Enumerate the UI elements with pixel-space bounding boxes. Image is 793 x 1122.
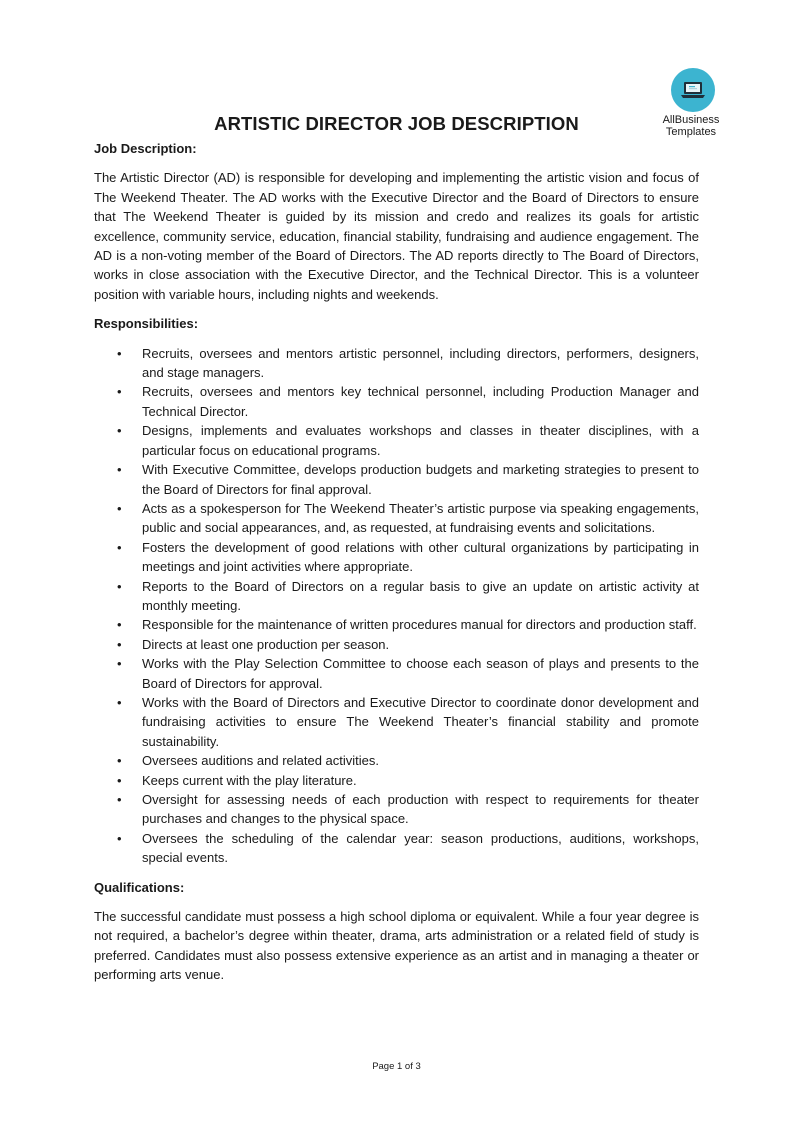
job-description-heading: Job Description: <box>94 141 197 156</box>
responsibility-text: Works with the Board of Directors and Executive Director to coordinate donor development and fundraising activities to ensure The Weekend Theater’s financial stability and promote sustainability. <box>142 694 699 749</box>
bullet-icon: • <box>117 462 122 478</box>
responsibilities-list <box>94 344 699 868</box>
bullet-icon: • <box>117 539 122 555</box>
responsibility-text: With Executive Committee, develops production budgets and marketing strategies to present to the Board of Directors for final approval. <box>142 462 699 497</box>
responsibility-item <box>94 421 699 460</box>
bullet-icon: • <box>117 345 122 361</box>
responsibility-text: Keeps current with the play literature. <box>142 772 357 788</box>
responsibility-text: Recruits, oversees and mentors key technical personnel, including Production Manager and Technical Director. <box>142 384 699 419</box>
responsibilities-heading: Responsibilities: <box>94 316 199 332</box>
responsibility-text: Recruits, oversees and mentors artistic personnel, including directors, performers, designers, and stage managers. <box>142 345 699 381</box>
logo-text-line1: AllBusiness <box>662 114 720 126</box>
responsibility-text: Oversees the scheduling of the calendar year: season productions, auditions, workshops, special events. <box>142 830 699 866</box>
bullet-icon: • <box>117 500 122 516</box>
bullet-icon: • <box>117 636 122 652</box>
responsibility-item <box>94 790 699 829</box>
responsibility-text: Acts as a spokesperson for The Weekend Theater’s artistic purpose via speaking engagements, public and social appearances, and, as requested, at fundraising events and solicitations. <box>142 500 699 536</box>
responsibility-item <box>94 771 699 790</box>
document-title: ARTISTIC DIRECTOR JOB DESCRIPTION <box>214 113 579 134</box>
responsibility-item <box>94 615 699 634</box>
bullet-icon: • <box>117 423 122 439</box>
responsibility-item <box>94 829 699 868</box>
document-body <box>94 139 699 985</box>
responsibility-text: Designs, implements and evaluates workshops and classes in theater disciplines, with a particular focus on educational programs. <box>142 423 699 458</box>
bullet-icon: • <box>117 617 122 633</box>
qualifications-heading: Qualifications: <box>94 879 185 895</box>
qualifications-paragraph: The successful candidate must possess a high school diploma or equivalent. While a four year degree is not required, a bachelor’s degree within theater, drama, arts administration or a related field of study is preferred. Candidates must also possess extensive experience as an artist and in managing a theater or performing arts venue. <box>94 909 699 983</box>
job-description-paragraph: The Artistic Director (AD) is responsible for developing and implementing the artistic vision and focus of The Weekend Theater. The AD works with the Executive Director and the Board of Directors to ensure that The Weekend Theater is guided by its mission and credo and realizes its goals for artistic excellence, community service, education, financial stability, fundraising and audience engagement. The AD is a non-voting member of the Board of Directors. The AD reports directly to The Board of Directors, works in close association with the Executive Director, and the Technical Director. This is a volunteer position with variable hours, including nights and weekends. <box>94 170 699 302</box>
bullet-icon: • <box>117 694 122 710</box>
responsibility-item <box>94 460 699 499</box>
responsibility-text: Responsible for the maintenance of written procedures manual for directors and production staff. <box>142 617 697 633</box>
logo-badge <box>671 68 715 112</box>
page-number-footer: Page 1 of 3 <box>372 1061 421 1072</box>
responsibility-item <box>94 538 699 577</box>
bullet-icon: • <box>117 772 122 788</box>
responsibility-text: Oversees auditions and related activities. <box>142 753 380 769</box>
responsibility-item <box>94 693 699 751</box>
responsibility-item <box>94 499 699 538</box>
responsibility-text: Works with the Play Selection Committee to choose each season of plays and presents to the Board of Directors for approval. <box>142 656 699 691</box>
logo-text-line2: Templates <box>665 126 717 138</box>
bullet-icon: • <box>117 830 122 846</box>
responsibility-item <box>94 577 699 616</box>
responsibility-text: Oversight for assessing needs of each production with respect to requirements for theater purchases and changes to the physical space. <box>142 792 699 827</box>
bullet-icon: • <box>117 656 122 672</box>
bullet-icon: • <box>117 753 122 769</box>
laptop-icon <box>680 80 706 100</box>
responsibility-text: Fosters the development of good relations with other cultural organizations by participating in meetings and joint activities where appropriate. <box>142 539 699 575</box>
bullet-icon: • <box>117 578 122 594</box>
responsibility-text: Directs at least one production per season. <box>142 636 390 652</box>
responsibility-item <box>94 382 699 421</box>
responsibility-item <box>94 344 699 383</box>
responsibility-item <box>94 654 699 693</box>
responsibility-item <box>94 751 699 770</box>
bullet-icon: • <box>117 792 122 807</box>
bullet-icon: • <box>117 384 122 400</box>
responsibility-text: Reports to the Board of Directors on a regular basis to give an update on artistic activity at monthly meeting. <box>142 578 699 613</box>
responsibility-item <box>94 635 699 654</box>
